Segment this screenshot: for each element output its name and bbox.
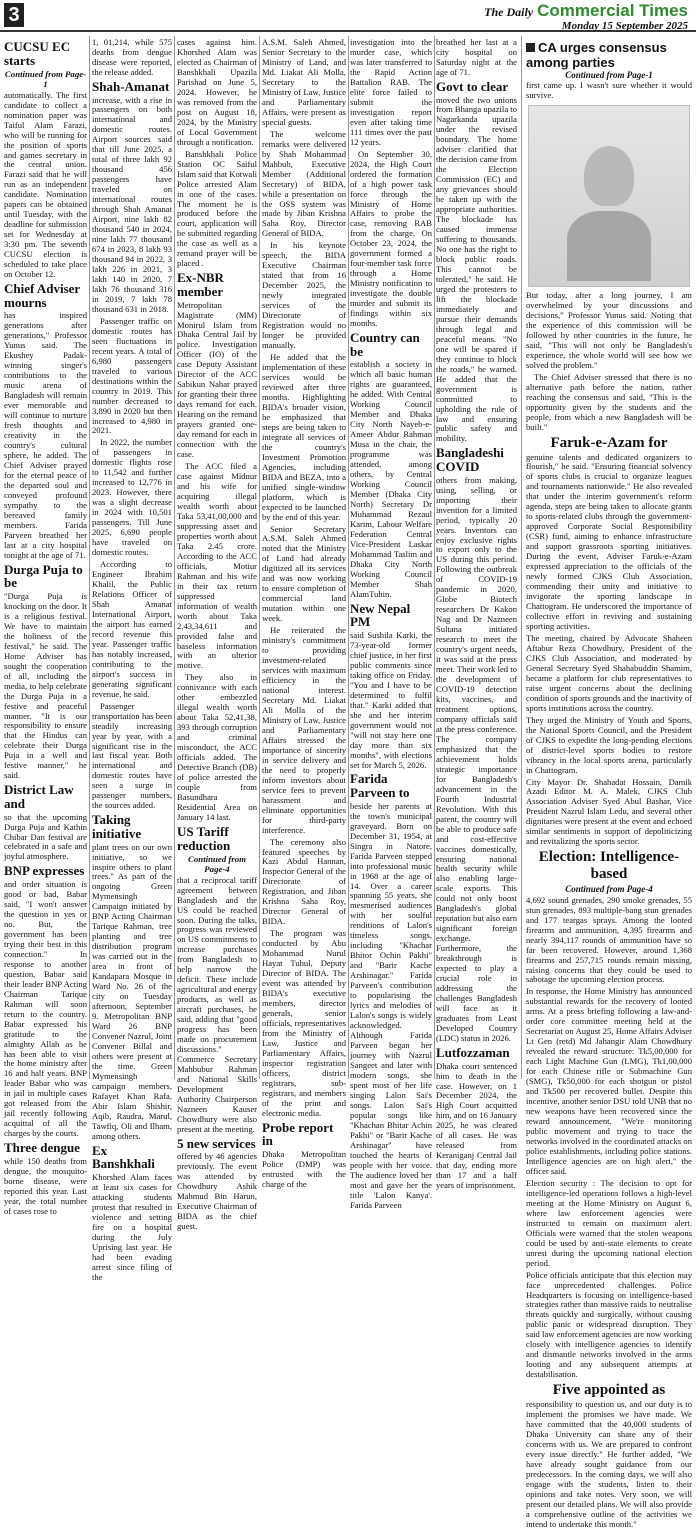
article-text: Police officials anticipate that this election may face unprecedented challenges. Police Headquarters is focusing on intelligence-based strategies rather than massive raids to neutralise threats quickly and surgically, without causing public panic or widespread disruption. They said law enforcement agencies are now working closely with intelligence agencies to identify and dismantle networks involved in the arms looting and any subsequent attempts at destabilisation.: [526, 1269, 692, 1380]
article-text: Passenger transportation has been steadily increasing year by year, with a significant rise in the last fiscal year. Both international and domestic routes have seen a surge in passenger numbers, the sources added.: [92, 700, 172, 811]
article-text: increase, with a rise in passengers on both international and domestic routes. Airport sources said that till June 2025, a total of three lakh 92 thousand 456 passengers have traveled on international routes through Shah Amanat Airport, nine lakh 82 thousand 540 in 2024, nine lakh 77 thousand 674 in 2023, 8 lakh 93 thousand 94 in 2022, 3 lakh 226 in 2021, 3 lakh 140 in 2020, 7 lakh 76 thousand 316 in 2019, 7 lakh 78 thousand 631 in 2018.: [92, 94, 172, 314]
article-text: On September 30, 2024, the High Court ordered the formation of a high power task force through the Ministry of Home Affairs to probe the case, removing RAB from the charge. On October 23, 2024, the government formed a four-member task force through a Home Ministry notification to investigate the double murder and submit its findings within six months.: [350, 148, 432, 329]
news-column-5: [350, 37, 432, 1210]
article-text: In his keynote speech, the BIDA Executive Chairman stated that from 16 December 2025, the newly integrated services of the Directorate of Registration would no longer be provided manually.: [262, 240, 346, 351]
article-text: A.S.M. Saleh Ahmed, Senior Secretary to the Ministry of Land, and Md. Liakat Ali Molla, Secretary to the Ministry of Law, Justice and Parliamentary Affairs, were present as special guests.: [262, 37, 346, 127]
headline-govt-to-clear: Govt to clear: [436, 78, 509, 94]
article-text: investigation into the murder case, which was later transferred to the Rapid Action Battalion RAB. The elite force failed to submit the investigation report even after taking time 111 times over the past 12 years.: [350, 37, 432, 147]
headline-district-law: District Law and: [4, 782, 74, 811]
article-text: They also in connivance with each other embezzled illegal wealth worth about Taka 52,41,38, 393 through corruption and criminal misconduct, the ACC officials added. The Detective Branch (DB) of police arrested the couple from Basundhara Residential Area on January 14 last.: [177, 672, 257, 822]
headline-country-can-be: Country can be: [350, 330, 420, 359]
news-column-2: [92, 37, 172, 1282]
feature-body: [526, 81, 692, 1530]
feature-headline: [526, 38, 692, 70]
article-text: The welcome remarks were delivered by Shah Mohammad Mahbub, Executive Member (Additional Secretary) of BIDA, while a presentation on the OSS system was made by Jiban Krishna Saha Roy, Director General of BIDA.: [262, 128, 346, 239]
article-text: He added that the implementation of these services would be reviewed after three months. Highlighting BIDA's broader vision, he emphasized that steps are being taken to integrate all services of the country's Investment Promotion Agencies, including BIDA and BEZA, into a unified single-window platform, which is expected to be launched by the end of this year.: [262, 352, 346, 522]
masthead: [484, 1, 688, 32]
headline-lutfozzaman: Lutfozzaman: [436, 1044, 510, 1060]
photo-person-head: [584, 146, 634, 206]
article-text: Dhaka Metropolitan Police (DMP) was entrusted with the charge of the: [262, 1148, 346, 1189]
headline-farida-parveen: Farida Parveen to: [350, 771, 410, 801]
headline-nepal-pm: New Nepal PM: [350, 600, 411, 630]
article-text: Metropolitan Magistrate (MM) Monirul Islam from Dhaka Central Jail by police. Investigation Officer (IO) of the case Deputy Assistant Director of the ACC Sabikun Nahar prayed for granting their three days remand for each. Hearing on the remand prayers granted one-day remand for each in connection with the case.: [177, 299, 257, 460]
article-text: said Sushila Karki, the 73-year-old former chief justice, in her first public comments since taking office on Friday. "You and I have to be determined to fulfil that." Karki added that she and her interim government would not "will not stay here one day more than six months", with elections set for March 5, 2026.: [350, 629, 432, 770]
headline-dengue: Three dengue: [4, 1140, 80, 1156]
article-text: Passenger traffic on domestic routes has seen fluctuations in recent years. A total of 6,980 passengers traveled to various destinations within the country in 2019. This number decreased to 3,890 in 2020 but then increased to 4,980 in 2021.: [92, 315, 172, 436]
article-text: The Chief Adviser stressed that there is no alternative path before the nation, rather reaching the consensus and said, "This is the opportunity given by the students and the people, from which a new Bangladesh will be built.": [526, 371, 692, 432]
headline-ex-banshkhali: Ex Banshkhali: [92, 1142, 155, 1172]
news-column-1: [4, 38, 87, 1216]
headline-taking-initiative: Taking initiative: [92, 812, 142, 841]
article-text: automatically. The first candidate to collect a nomination paper was Taiful Alam Farazi, who will be running for the position of sports and games secretary in the central union. Farazi said that he will run as an independent candidate. Nomination papers can be obtained until Tuesday, with the deadline for submission set for Wednesday at 3:30 pm. The seventh CUCSU election is scheduled to take place on October 12.: [4, 89, 87, 280]
headline-shah-amanat: Shah-Amanat: [92, 78, 170, 94]
news-photo: [528, 105, 690, 287]
article-text: establish a society in which all basic human rights are guaranteed, he added. With Central Working Council Member and Dhaka City North Nayeb-e-Ameer Abdur Rahman Musa in the chair, the programme was attended, among others, by Central Working Council Member (Dhaka City North) Secretary Dr Muhammad Rezaul Karim, Labour Welfare Federation Central Vice-President Laskar Mohammad Taslim and Dhaka City North Working Council Member Shah AlamTuhin.: [350, 359, 432, 599]
masthead-the-daily: The Daily: [484, 5, 534, 19]
column-divider: [259, 36, 260, 1079]
headline-cucsu: CUCSU EC starts: [4, 39, 71, 68]
article-text: He reiterated the ministry's commitment to providing investment-related services with maximum efficiency in the national interest. Secretary Md. Liakat Ali Molla of the Ministry of Law, Justice and Parliamentary Affairs stressed the importance of sincerity in service delivery and the need to properly inform investors about service fees to prevent harassment and eliminate opportunities for third-party interference.: [262, 625, 346, 835]
article-text: In 2022, the number of passengers in domestic flights rose to 11,542 and further increased to 12,776 in 2023. However, there was a slight decrease in 2024 with 10,501 passengers. Till June 2025, 6,690 people have traveled on domestic routes.: [92, 437, 172, 558]
article-text: moved the two unions from Bhanga upazila to Nagarkanda upazila under the revised boundary. The home adviser clarified that the decision came from the Election Commission (EC) and any grievances should be taken up with the appropriate authorities. The blockade has caused immense suffering to thousands. No one has the right to block public roads. This cannot be tolerated," he said. He urged the protesters to lift the blockade immediately and pursue their demands through legal and peaceful means. "No one will be spared if they continue to block the roads," he warned. He added that the government is committed to upholding the rule of law and ensuring public safety and mobility.: [436, 94, 517, 444]
news-column-3: [177, 37, 257, 1232]
headline-election: Election: Intelligence-based: [538, 849, 680, 883]
article-text: has inspired generations after generations," Professor Yunus said. The Ekushey Padak-winning singer's contributions to the music arena of Bangladesh will remain ever memorable and will continue to nurture fresh thoughts and creativity in the country's cultural sphere, he added. The Chief Adviser prayed for the eternal peace of the departed soul and conveyed profound sympathy to the bereaved family members. Farida Parveen breathed her last at a city hospital tonight at the age of 71.: [4, 310, 87, 560]
news-column-6: [436, 37, 517, 1191]
article-text: The program was conducted by Abu Mohammad Nurul Hayat Tuhul, Deputy Director of BIDA. The event was attended by BIDA's executive members, director generals, senior officials, representatives from the Ministry of Law, Justice and Parliamentary Affairs, inspector registration officers, district registrars, sub-registrars, and members of the print and electronic media.: [262, 928, 346, 1118]
column-divider: [434, 36, 435, 1079]
headline-bullet-icon: [526, 43, 535, 52]
article-text: City Mayor Dr. Shahadat Hossain, Damik Azadi Editor M. A. Malek, CJKS Club Association Adviser Syed Abul Bashar, Vice President Nazrul Islam Ledu, and several other dignitaries were present at the event and echoed similar sentiments in support of depoliticizing and revitalizing the sports sector.: [526, 776, 692, 847]
column-divider: [521, 36, 522, 1079]
page-number: 3: [4, 3, 24, 27]
article-text: Dhaka court sentenced him to death in the case. However, on 1 December 2024, the High Court acquitted him, and on 16 January 2025, he was cleared of all cases. He was released from Keraniganj Central Jail that day, ending more than 17 and a half years of imprisonment.: [436, 1060, 517, 1191]
headline-new-services: 5 new services: [177, 1135, 256, 1151]
continued-note: Continued from Page-1: [4, 69, 87, 90]
article-text: plant trees on our own initiative, so we inspire others to plant trees." As part of the ongoing Green Mymensingh Campaign initiated by BNP Acting Chairman Tarique Rahman, tree planting and tree distribution program was carried out in the area in front of Kandapara Mosque in Ward No. 26 of the city on Tuesday afternoon, September 9. Metropolitan BNP Ward 26 BNP Convener Nazrul, Joint Convener Billal and others were present at the time. Green Mymensingh campaign members, Rafayet Khan Rafa, Abir Islam Shishir, Aqib, Raudra, Marul, Tawfiq, Oli and Ilham, among others.: [92, 841, 172, 1141]
article-text: 1, 01,214, while 575 deaths from dengue disease were reported, the release added.: [92, 37, 172, 77]
article-text: The ACC filed a case against Midnur and his wife for acquiring illegal wealth worth about Taka 53,41,00,000 and suppressing asset and properties worth about Taka 2.45 crore. According to the ACC officials, Motiur Rahman and his wife in their tax return suppressed information of wealth worth about Taka 2,43,34,611 and provided false and baseless information with an ulterior motive.: [177, 461, 257, 671]
article-text: The ceremony also featured speeches by Kazi Abdul Hannan, Inspector General of the Directorate of Registration, and Jiban Krishna Saha Roy, Director General of BIDA.: [262, 836, 346, 927]
article-text: The meeting, chaired by Advocate Shaheen Aftabur Reza Chowdhury, President of the CJKS Club Association, and moderated by General Secretary Syed Shahabuddin Shamim, became a platform for club representatives to raise urgent concerns about the declining condition of sports grounds and the inactivity of sports institutions across the country.: [526, 632, 692, 713]
article-text: while 150 deaths from dengue, the mosquito-borne disease, were reported this year. Last year, the total number of cases rose to: [4, 1155, 87, 1216]
article-text: cases against him. Khorshed Alam was elected as Chairman of Banshkhali Upazila Parishad on June 5, 2024. However, he was removed from the post on August 18, 2024, by the Ministry of Local Government through a notification.: [177, 37, 257, 147]
article-text: They urged the Ministry of Youth and Sports, the National Sports Council, and the President of CJKS to expedite the long-pending elections of district-level sports bodies to restore vibrancy in the local sports arena, particularly in Chattogram.: [526, 714, 692, 775]
continued-note: Continued from Page-4: [188, 854, 246, 875]
photo-person-body: [567, 211, 651, 281]
article-text: Khorshed Alam faces at least six cases for attacking students protest that resulted in violence and setting fire on a hospital during the July Uprising last year. He had been evading arrest since filing of the: [92, 1171, 172, 1282]
article-text: genuine talents and dedicated organizers to flourish," he said. "Ensuring financial solvency of sports clubs is crucial to organize leagues and tournaments nationwide." He also revealed that under the interim government's reform agenda, steps are being taken to allocate grants to sports-related clubs through the government-approved Corporate Social Responsibility (CSR) fund, aiming to enhance infrastructure and support grassroots sporting initiatives. During the event, Adviser Faruk-e-Azam expressed appreciation to the officials of the newly formed CJKS Club Association, commending their unity and initiative to invigorate the sporting landscape in Chattogram. He underscored the importance of collective effort in reviving and sustaining sporting activities.: [526, 451, 692, 631]
column-divider: [348, 36, 349, 1079]
article-text: responsibility to question us, and our duty is to implement the promises we have made. We have committed that the 40,000 students of Dhaka University can share any of their concerns with us. We are prepared to confront every issue directly." He further added, "We have already sought guidance from our predecessors. In the coming days, we will also engage with the students, listen to their opinions and take notes. Very soon, we will present our detailed plans. We will also provide a comprehensive outline of the activities we intend to undertake this month.": [526, 1399, 692, 1529]
issue-date: Monday 15 September 2025: [561, 20, 688, 32]
column-divider: [89, 36, 90, 1079]
article-text: But today, after a long journey, I am overwhelmed by your discussions and decisions," Professor Yunus said. Noting that the experience of this commission will be followed by other countries in the future, he said, "This will not only be Bangladesh's experience, the whole world will see how we solved the problem.": [526, 289, 692, 370]
page-header: [0, 0, 696, 32]
right-feature-column: [526, 38, 692, 1532]
article-text: others from making, using, selling, or importing their invention for a limited period, typically 20 years. Inventors can enjoy exclusive rights to export only to the US during this period. Following the outbreak of COVID-19 pandemic in 2020, Globe Biotech researchers Dr Kakon Nag and Dr Nazneen Sultana initiated research to meet the country's urgent needs, it was said at the press meet. Their work led to the development of COVID-19 detection kits, vaccines, and treatment options, company officials said at the press conference. The company emphasized that the achievement holds strategic importance for Bangladesh's advancement in the Fourth Industrial Revolution. With this patent, the country will be able to produce safe and cost-effective vaccines domestically, ensuring national health security while also enabling large-scale exports. This could not only boost Bangladesh's global reputation but also earn significant foreign exchange. Furthermore, the breakthrough is expected to play a crucial role in addressing the challenges Bangladesh will face as it graduates from Least Developed Country (LDC) status in 2026.: [436, 474, 517, 1043]
headline-bangladeshi-covid: Bangladeshi COVID: [436, 445, 504, 475]
article-text: Senior Secretary A.S.M. Saleh Ahmed noted that the Ministry of Land had already digitized all its services and was now working to ensure completion of commercial land mutation within one week.: [262, 523, 346, 624]
article-text: Banshkhali Police Station OC Saiful Islam said that Kotwali Police arrested Alam in one of the cases. The moment he is produced before the court, application will be submitted regarding the case as well as a remand prayer will be placed .: [177, 148, 257, 269]
article-text: breathed her last at a city hospital on Saturday night at the age of 71.: [436, 37, 517, 77]
masthead-title: Commercial Times: [537, 1, 688, 20]
article-text: Election security : The decision to opt for intelligence-led operations follows a high-level meeting at the Home Ministry on August 6, where law enforcement agencies were instructed to remain on maximum alert. Officials were warned that the stolen weapons could be used by anti-state elements to create unrest during the upcoming national election period.: [526, 1177, 692, 1268]
article-text: 4,692 sound grenades, 290 smoke grenades, 55 stun grenades, 893 multiple-bang stun grenades and 177 teargas sprays. Among the looted firearms and ammunition, 4,395 firearms and nearly 394,117 rounds of ammunition have so far been recovered. However, around 1,368 firearms and 257,715 rounds remain missing, raising concerns that they could be used to sabotage the upcoming election process.: [526, 894, 692, 985]
continued-note: Continued from Page-1: [565, 70, 653, 80]
continued-note: Continued from Page-4: [565, 884, 653, 895]
headline-probe-report: Probe report in: [262, 1119, 334, 1149]
feature-title: CA urges consensus among parties: [526, 40, 667, 70]
headline-five-appointed: Five appointed as: [552, 1382, 666, 1399]
article-text: and order situation is good or bad, Babar said, "I won't answer the question in yes or no. But, the government has been trying their best in this connection." In response to another question, Babar said their leader BNP Acting Chairman Tarique Rahman will soon return to the country. Babar expressed his gratitude to the almighty Allah as he has been able to visit the home ministry after 16 and half years. BNP leader Babar who was in jail in multiple cases got released from the jail recently following acquittal of all the charges by the courts.: [4, 879, 87, 1139]
article-text: In response, the Home Ministry has announced substantial rewards for the recovery of looted arms. At a press briefing following a law-and-order core committee meeting held at the Secretariat on August 25, Home Affairs Adviser Lt Gen (retd) Md Jahangir Alam Chowdhury revealed the reward structure: Tk5,00,000 for each Light Machine Gun (LMG), Tk1,00,000 for each Chinese rifle or Submachine Gun (SMG), Tk50,000 for each shotgun or pistol and Tk500 per recovered bullet. Despite this incentive, another senior DSU told UNB that no new weapons have been recovered since the reward announcement. "We're monitoring public movement and trying to trace the networks involved in the coordinated attacks on police establishments, including police stations. Intelligence agencies are on high alert," the officer said.: [526, 986, 692, 1176]
article-text: According to Engineer Ibrahim Khalil, the Public Relations Officer of Shah Amanat International Airport, the airport has earned record revenue this year. Passenger traffic has notably increased, contributing to the airport's success in generating significant revenue, he said.: [92, 559, 172, 699]
article-text: first came up. I wasn't sure whether it would survive.: [526, 80, 692, 100]
headline-faruk-e-azam: Faruk-e-Azam for: [550, 434, 668, 451]
article-text: offered by 46 agencies previously. The event was attended by Chowdhury Ashik Mahmud Bin Harun, Executive Chairman of BIDA as the chief guest.: [177, 1151, 257, 1232]
article-text: beside her parents at the town's municipal graveyard. Born on December 31, 1954, at Singra in Natore, Farida Parveen stepped into professional music in 1968 at the age of 14. Over a career spanning 55 years, she mesmerised audiences with her soulful renditions of Lalon's timeless songs, including "Khachar Bhitor Ochin Pakhi" and "Barir Kache Arshinagar." Farida Parveen's contribution to popularising the lyrics and melodies of Lalon's songs is widely acknowledged. Although Farida Parveen began her journey with Nazrul Sangeet and later with modern songs, she spent most of her life singing Lalon Sai's songs. Lalon Sai's popular songs like "Khachan Bhitar Achin Pakhi" or "Barir Kache Arshinagar" have touched the hearts of people with her voice. The audience loved her most and gave her the title 'Lalon Kanya'. Farida Parveen: [350, 800, 432, 1210]
column-divider: [174, 36, 175, 1079]
headline-bnp: BNP expresses: [4, 863, 85, 879]
headline-us-tariff: US Tariff reduction: [177, 823, 231, 853]
article-text: that a reciprocal tariff agreement between Bangladesh and the US could be reached soon. During the talks, progress was reviewed on US commitments to increase purchases from Bangladesh to help narrow the deficit. These include agricultural and energy products, as well as aircraft purchases, he said, adding that "good progress has been made on procurement discussions." Commerce Secretary Mahbubur Rahman and National Skills Development Authority Chairperson Nazneen Kauser Chowdhury were also present at the meeting.: [177, 874, 257, 1134]
article-text: so that the upcoming Durga Puja and Kathin Chibar Dan festival are celebrated in a safe and joyful atmosphere.: [4, 811, 87, 862]
headline-ex-nbr: Ex-NBR member: [177, 270, 224, 299]
article-text: "Durga Puja is knocking on the door. It is a religious festival. We have to maintain the holiness of the festival," he said. The Home Adviser has sought the cooperation of all, including the media, to help celebrate the Durga Puja in a festive and peaceful manner. "It is our responsibility to ensure that the Hindus can celebrate their Durga Puja in a well and festive manner," he said.: [4, 590, 87, 781]
news-column-4: [262, 37, 346, 1189]
headline-chief-adviser: Chief Adviser mourns: [4, 281, 80, 310]
headline-durga-puja: Durga Puja to be: [4, 561, 83, 591]
